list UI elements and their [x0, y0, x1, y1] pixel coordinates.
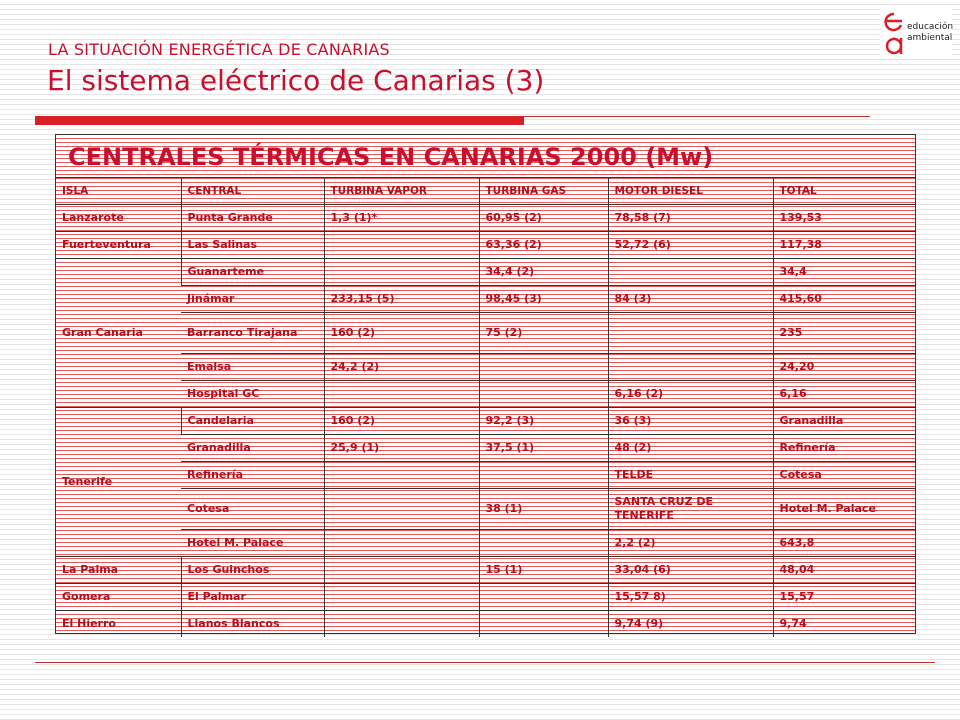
cell-total: 235 [773, 313, 915, 354]
slide-supertitle: LA SITUACIÓN ENERGÉTICA DE CANARIAS [48, 40, 390, 59]
cell-turbina-gas [479, 354, 608, 381]
cell-isla: El Hierro [56, 611, 181, 638]
cell-turbina-vapor [324, 489, 479, 530]
cell-turbina-vapor [324, 232, 479, 259]
cell-central: Llanos Blancos [181, 611, 324, 638]
cell-total: Granadilla [773, 408, 915, 435]
cell-central: Las Salinas [181, 232, 324, 259]
cell-turbina-gas: 34,4 (2) [479, 259, 608, 286]
table-row-jinamar [56, 286, 915, 313]
table-row-el-hierro [56, 611, 915, 638]
cell-central: El Palmar [181, 584, 324, 611]
slide-title: El sistema eléctrico de Canarias (3) [47, 64, 545, 97]
table-row-fuerteventura [56, 232, 915, 259]
cell-central: Cotesa [181, 489, 324, 530]
cell-isla-tenerife: Tenerife [56, 408, 181, 557]
cell-isla: Gomera [56, 584, 181, 611]
cell-central: Jinámar [181, 286, 324, 313]
cell-total: 15,57 [773, 584, 915, 611]
cell-total: Cotesa [773, 462, 915, 489]
cell-isla: Lanzarote [56, 205, 181, 232]
table-row-cotesa [56, 489, 915, 530]
cell-turbina-vapor [324, 530, 479, 557]
cell-total: 643,8 [773, 530, 915, 557]
cell-central: Candelaria [181, 408, 324, 435]
cell-turbina-gas [479, 381, 608, 408]
cell-isla: Fuerteventura [56, 232, 181, 259]
cell-isla-gran-canaria: Gran Canaria [56, 259, 181, 408]
cell-central: Guanarteme [181, 259, 324, 286]
cell-turbina-gas [479, 462, 608, 489]
table-row-la-palma [56, 557, 915, 584]
cell-motor-diesel: 15,57 8) [608, 584, 773, 611]
cell-total: 139,53 [773, 205, 915, 232]
logo-text-line1: educación [907, 22, 954, 32]
cell-turbina-gas [479, 584, 608, 611]
cell-turbina-gas: 38 (1) [479, 489, 608, 530]
header-cell-isla: ISLA [56, 178, 181, 205]
cell-turbina-vapor: 1,3 (1)* [324, 205, 479, 232]
cell-central: Hotel M. Palace [181, 530, 324, 557]
cell-turbina-vapor [324, 611, 479, 638]
cell-motor-diesel: 48 (2) [608, 435, 773, 462]
cell-motor-diesel [608, 354, 773, 381]
thermal-plants-table [56, 177, 915, 637]
cell-central: Granadilla [181, 435, 324, 462]
cell-central: Refinería [181, 462, 324, 489]
cell-motor-diesel: SANTA CRUZ DE TENERIFE [608, 489, 773, 530]
header-cell-turbina-vapor: TURBINA VAPOR [324, 178, 479, 205]
cell-turbina-gas: 92,2 (3) [479, 408, 608, 435]
cell-turbina-gas: 98,45 (3) [479, 286, 608, 313]
cell-turbina-vapor [324, 462, 479, 489]
cell-motor-diesel: 9,74 (9) [608, 611, 773, 638]
cell-total: 6,16 [773, 381, 915, 408]
cell-motor-diesel: 84 (3) [608, 286, 773, 313]
table-row-refineria [56, 462, 915, 489]
cell-motor-diesel: 2,2 (2) [608, 530, 773, 557]
cell-total: 117,38 [773, 232, 915, 259]
cell-central: Los Guinchos [181, 557, 324, 584]
cell-isla: La Palma [56, 557, 181, 584]
table-row-hospital-gc [56, 381, 915, 408]
cell-turbina-gas: 75 (2) [479, 313, 608, 354]
cell-turbina-vapor [324, 259, 479, 286]
cell-turbina-vapor: 160 (2) [324, 408, 479, 435]
cell-turbina-gas [479, 611, 608, 638]
cell-turbina-vapor: 25,9 (1) [324, 435, 479, 462]
table-row-candelaria [56, 408, 915, 435]
cell-total: 24,20 [773, 354, 915, 381]
table-row-hotel-m-palace [56, 530, 915, 557]
cell-motor-diesel: 33,04 (6) [608, 557, 773, 584]
cell-total: 9,74 [773, 611, 915, 638]
cell-motor-diesel: TELDE [608, 462, 773, 489]
header-cell-central: CENTRAL [181, 178, 324, 205]
cell-motor-diesel [608, 313, 773, 354]
cell-motor-diesel [608, 259, 773, 286]
title-divider-line [524, 116, 870, 117]
cell-motor-diesel: 36 (3) [608, 408, 773, 435]
cell-turbina-gas: 63,36 (2) [479, 232, 608, 259]
table-header-row [56, 178, 915, 205]
cell-total: 34,4 [773, 259, 915, 286]
cell-total: 415,60 [773, 286, 915, 313]
table-row-granadilla [56, 435, 915, 462]
cell-turbina-gas: 37,5 (1) [479, 435, 608, 462]
header-cell-turbina-gas: TURBINA GAS [479, 178, 608, 205]
cell-turbina-gas [479, 530, 608, 557]
cell-central: Emalsa [181, 354, 324, 381]
cell-total: Refinería [773, 435, 915, 462]
educacion-ambiental-logo [880, 8, 952, 58]
thermal-plants-table-box [55, 134, 916, 634]
cell-turbina-vapor: 24,2 (2) [324, 354, 479, 381]
cell-motor-diesel: 78,58 (7) [608, 205, 773, 232]
cell-turbina-vapor: 160 (2) [324, 313, 479, 354]
cell-turbina-gas: 15 (1) [479, 557, 608, 584]
cell-turbina-vapor [324, 557, 479, 584]
cell-turbina-gas: 60,95 (2) [479, 205, 608, 232]
ea-logo-icon [880, 8, 908, 58]
footer-divider-line [35, 662, 935, 663]
table-row-gomera [56, 584, 915, 611]
cell-motor-diesel: 52,72 (6) [608, 232, 773, 259]
cell-turbina-vapor [324, 584, 479, 611]
cell-motor-diesel: 6,16 (2) [608, 381, 773, 408]
cell-total: 48,04 [773, 557, 915, 584]
title-accent-bar [35, 116, 524, 125]
cell-turbina-vapor [324, 381, 479, 408]
table-row-emalsa [56, 354, 915, 381]
cell-total: Hotel M. Palace [773, 489, 915, 530]
header-cell-motor-diesel: MOTOR DIESEL [608, 178, 773, 205]
table-row-guanarteme [56, 259, 915, 286]
cell-turbina-vapor: 233,15 (5) [324, 286, 479, 313]
table-row-barranco-tirajana [56, 313, 915, 354]
table-title: CENTRALES TÉRMICAS EN CANARIAS 2000 (Mw) [68, 143, 714, 171]
table-row-lanzarote [56, 205, 915, 232]
cell-central: Barranco Tirajana [181, 313, 324, 354]
cell-central: Punta Grande [181, 205, 324, 232]
logo-text-line2: ambiental [907, 33, 953, 43]
cell-central: Hospital GC [181, 381, 324, 408]
header-cell-total: TOTAL [773, 178, 915, 205]
